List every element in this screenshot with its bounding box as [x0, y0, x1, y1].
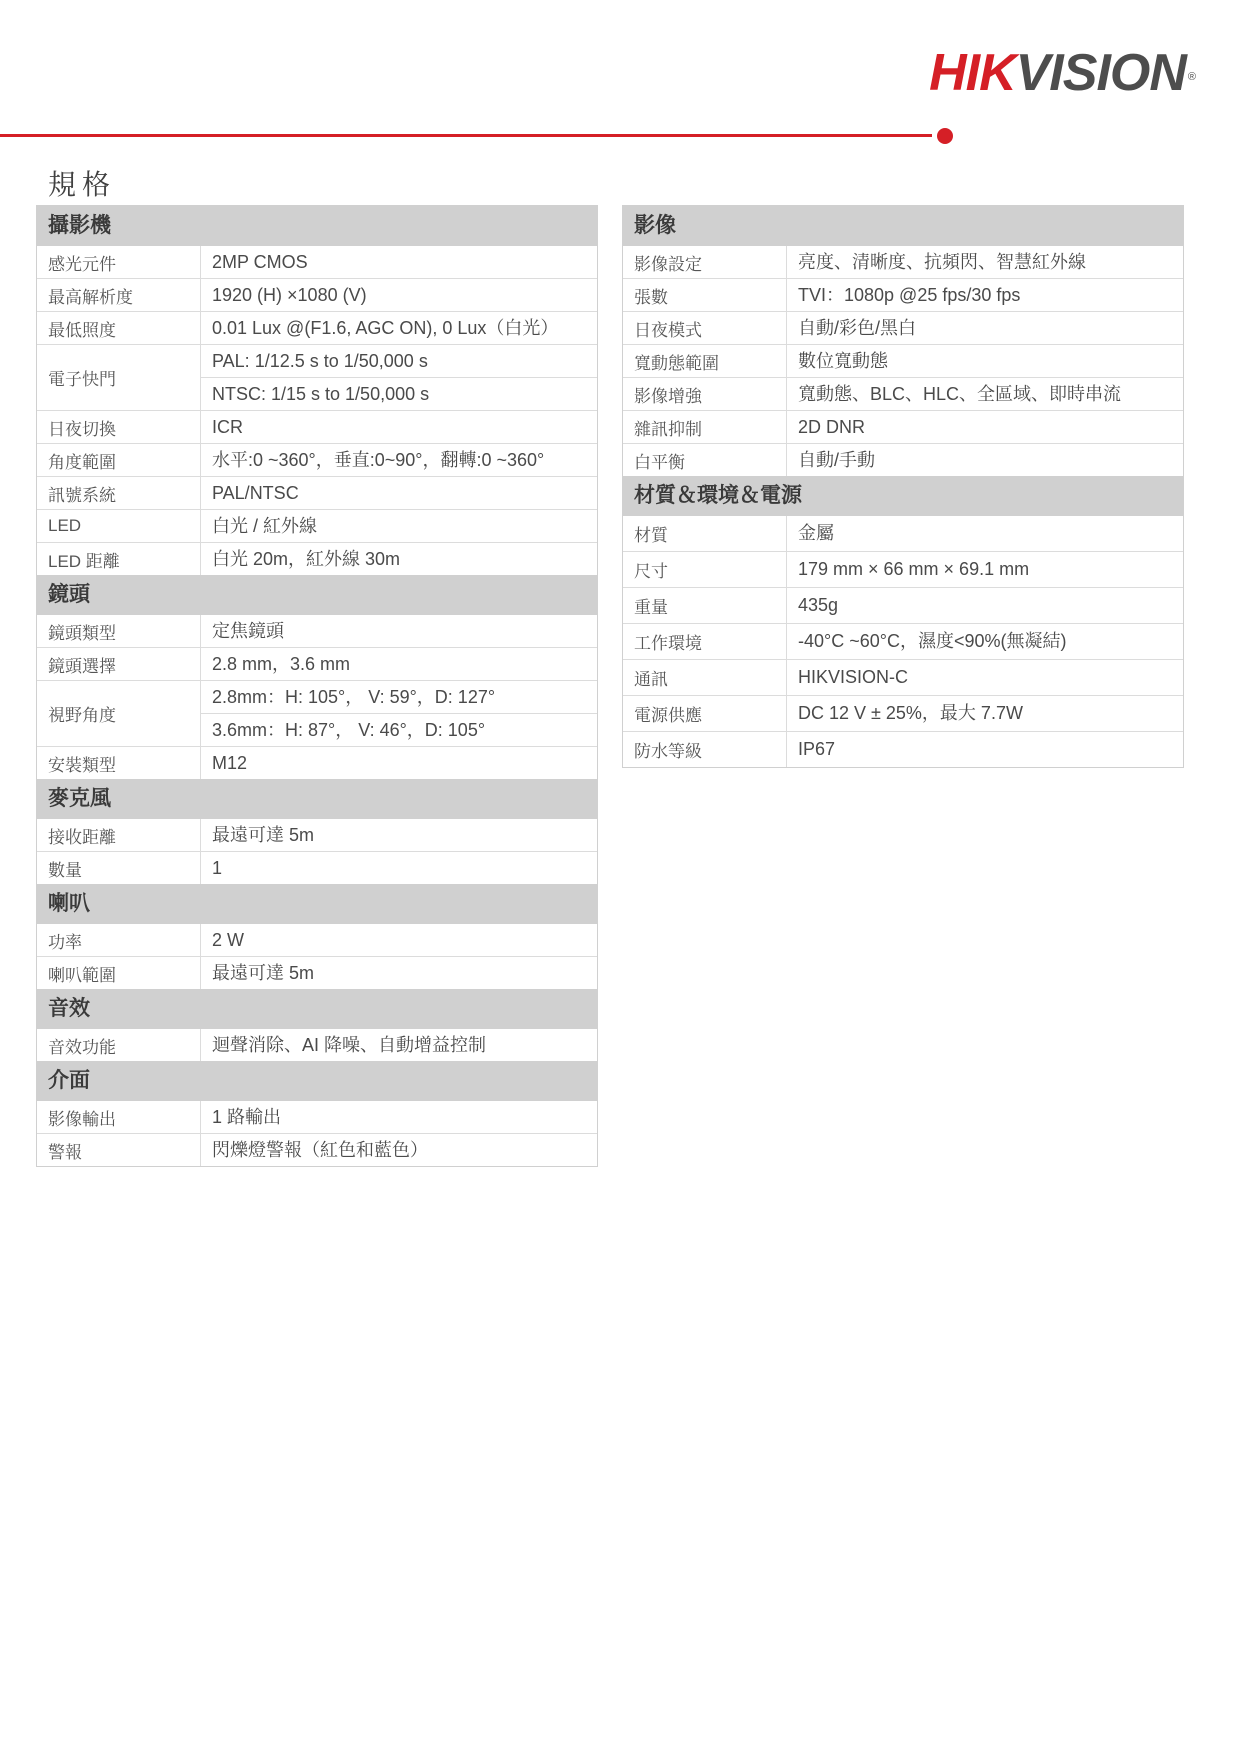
spec-value-line: NTSC: 1/15 s to 1/50,000 s — [201, 377, 597, 410]
spec-value-line: 435g — [798, 595, 839, 615]
spec-row — [37, 819, 597, 851]
spec-value — [201, 543, 597, 575]
spec-value-line: 自動/彩色/黑白 — [798, 318, 917, 338]
spec-label: LED — [37, 510, 201, 542]
spec-row — [623, 443, 1183, 476]
spec-label: 安裝類型 — [37, 747, 201, 779]
spec-value — [201, 1134, 597, 1166]
spec-label: 尺寸 — [623, 552, 787, 587]
spec-label: 角度範圍 — [37, 444, 201, 476]
section-header: 影像 — [623, 206, 1183, 246]
spec-value-line: 0.01 Lux @(F1.6, AGC ON), 0 Lux（白光） — [212, 318, 559, 338]
spec-value-line: 179 mm × 66 mm × 69.1 mm — [798, 559, 1030, 579]
spec-value — [201, 510, 597, 542]
spec-value — [787, 378, 1183, 410]
spec-row — [623, 410, 1183, 443]
spec-value — [787, 444, 1183, 476]
spec-label: 雜訊抑制 — [623, 411, 787, 443]
spec-label: 張數 — [623, 279, 787, 311]
spec-value-line: M12 — [212, 753, 248, 773]
spec-value — [201, 345, 597, 410]
spec-label: 防水等級 — [623, 732, 787, 767]
spec-table-left — [36, 205, 598, 1167]
spec-label: 影像輸出 — [37, 1101, 201, 1133]
spec-row — [37, 851, 597, 884]
spec-table-right — [622, 205, 1184, 768]
spec-value-line: 亮度、清晰度、抗頻閃、智慧紅外線 — [798, 252, 1086, 272]
spec-label: 通訊 — [623, 660, 787, 695]
spec-value — [201, 615, 597, 647]
spec-label: 數量 — [37, 852, 201, 884]
spec-value — [201, 312, 597, 344]
spec-value — [787, 732, 1183, 767]
header-red-rule — [0, 134, 932, 137]
spec-value-line: ICR — [212, 417, 243, 437]
section-header: 麥克風 — [37, 779, 597, 819]
spec-label: 訊號系統 — [37, 477, 201, 509]
spec-value — [201, 648, 597, 680]
spec-label: 影像增強 — [623, 378, 787, 410]
spec-row — [623, 551, 1183, 587]
spec-value-line: -40°C ~60°C，濕度<90%(無凝結) — [798, 631, 1067, 651]
spec-value-line: 自動/手動 — [798, 450, 876, 470]
spec-row — [37, 647, 597, 680]
spec-label: 鏡頭類型 — [37, 615, 201, 647]
spec-label: 最高解析度 — [37, 279, 201, 311]
spec-row — [37, 246, 597, 278]
spec-row — [37, 278, 597, 311]
spec-value — [201, 1101, 597, 1133]
spec-row — [623, 659, 1183, 695]
spec-value-line: 水平:0 ~360°，垂直:0~90°，翻轉:0 ~360° — [212, 450, 545, 470]
spec-value-line: 1 — [212, 858, 223, 878]
hikvision-logo — [929, 44, 1195, 102]
spec-value-line: DC 12 V ± 25%，最大 7.7W — [798, 703, 1023, 723]
spec-label: 鏡頭選擇 — [37, 648, 201, 680]
spec-row — [623, 623, 1183, 659]
logo-text-gray: VISION — [1015, 44, 1186, 102]
spec-value — [787, 312, 1183, 344]
spec-value-line: 1 路輸出 — [212, 1107, 282, 1127]
spec-value-line: 金屬 — [798, 523, 834, 543]
section-header: 介面 — [37, 1061, 597, 1101]
spec-value-line: 3.6mm：H: 87°， V: 46°，D: 105° — [201, 713, 597, 746]
spec-label: 寬動態範圍 — [623, 345, 787, 377]
spec-label: 影像設定 — [623, 246, 787, 278]
spec-value-line: 數位寬動態 — [798, 351, 888, 371]
spec-value-line: 白光 20m，紅外線 30m — [212, 549, 401, 569]
spec-row — [623, 695, 1183, 731]
spec-value-line: 寬動態、BLC、HLC、全區域、即時串流 — [798, 384, 1122, 404]
spec-label: 接收距離 — [37, 819, 201, 851]
spec-value — [201, 681, 597, 746]
spec-row — [37, 410, 597, 443]
spec-value-line: 1920 (H) ×1080 (V) — [212, 285, 367, 305]
spec-row — [37, 542, 597, 575]
spec-value-line: PAL/NTSC — [212, 483, 299, 503]
spec-row — [623, 587, 1183, 623]
spec-value — [787, 624, 1183, 659]
spec-value — [201, 1029, 597, 1061]
spec-value — [787, 279, 1183, 311]
section-header: 音效 — [37, 989, 597, 1029]
spec-label: 電源供應 — [623, 696, 787, 731]
spec-value-line: 最遠可達 5m — [212, 825, 315, 845]
spec-value — [201, 477, 597, 509]
spec-value-line: 2D DNR — [798, 417, 866, 437]
spec-row — [37, 344, 597, 410]
spec-label: LED 距離 — [37, 543, 201, 575]
spec-value-line: 最遠可達 5m — [212, 963, 315, 983]
spec-label: 音效功能 — [37, 1029, 201, 1061]
spec-row — [623, 344, 1183, 377]
spec-row — [37, 1029, 597, 1061]
spec-label: 工作環境 — [623, 624, 787, 659]
spec-value — [201, 924, 597, 956]
spec-label: 警報 — [37, 1134, 201, 1166]
spec-value — [201, 246, 597, 278]
spec-label: 功率 — [37, 924, 201, 956]
spec-row — [37, 476, 597, 509]
spec-row — [623, 377, 1183, 410]
spec-value-line: TVI：1080p @25 fps/30 fps — [798, 285, 1021, 305]
spec-value — [787, 246, 1183, 278]
spec-row — [623, 311, 1183, 344]
spec-row — [37, 746, 597, 779]
spec-value — [201, 852, 597, 884]
spec-row — [623, 516, 1183, 551]
spec-value — [201, 819, 597, 851]
spec-value-line: PAL: 1/12.5 s to 1/50,000 s — [212, 351, 428, 371]
spec-row — [623, 246, 1183, 278]
spec-value — [201, 957, 597, 989]
spec-value — [787, 552, 1183, 587]
registered-mark: ® — [1187, 71, 1195, 83]
logo-text-red: HIK — [929, 44, 1016, 102]
spec-row — [37, 615, 597, 647]
spec-label: 視野角度 — [37, 681, 201, 746]
spec-row — [37, 443, 597, 476]
spec-value — [201, 444, 597, 476]
spec-row — [623, 278, 1183, 311]
spec-row — [37, 680, 597, 746]
spec-label: 電子快門 — [37, 345, 201, 410]
spec-row — [37, 311, 597, 344]
spec-row — [37, 1101, 597, 1133]
spec-value-line: 迴聲消除、AI 降噪、自動增益控制 — [212, 1035, 487, 1055]
spec-value-line: 閃爍燈警報（紅色和藍色） — [212, 1140, 428, 1160]
spec-row — [623, 731, 1183, 767]
spec-value — [787, 516, 1183, 551]
spec-row — [37, 924, 597, 956]
spec-value-line: 2 W — [212, 930, 245, 950]
spec-value-line: 2MP CMOS — [212, 252, 308, 272]
spec-value-line: 定焦鏡頭 — [212, 621, 284, 641]
section-header: 喇叭 — [37, 884, 597, 924]
spec-value-line: HIKVISION-C — [798, 667, 909, 687]
spec-value — [201, 411, 597, 443]
spec-value — [201, 279, 597, 311]
spec-label: 喇叭範圍 — [37, 957, 201, 989]
spec-value — [787, 696, 1183, 731]
spec-value-line: 2.8mm：H: 105°， V: 59°，D: 127° — [212, 687, 496, 707]
spec-value-line: 2.8 mm，3.6 mm — [212, 654, 351, 674]
spec-label: 白平衡 — [623, 444, 787, 476]
spec-value-line: IP67 — [798, 739, 836, 759]
section-header: 材質＆環境＆電源 — [623, 476, 1183, 516]
header-red-dot — [937, 128, 953, 144]
page-title: 規格 — [48, 169, 117, 200]
spec-row — [37, 1133, 597, 1166]
spec-label: 日夜模式 — [623, 312, 787, 344]
spec-value-line: 白光 / 紅外線 — [212, 516, 318, 536]
spec-row — [37, 956, 597, 989]
spec-value — [201, 747, 597, 779]
spec-row — [37, 509, 597, 542]
spec-label: 日夜切換 — [37, 411, 201, 443]
spec-label: 材質 — [623, 516, 787, 551]
spec-label: 最低照度 — [37, 312, 201, 344]
spec-label: 感光元件 — [37, 246, 201, 278]
spec-value — [787, 345, 1183, 377]
section-header: 鏡頭 — [37, 575, 597, 615]
spec-value — [787, 411, 1183, 443]
section-header: 攝影機 — [37, 206, 597, 246]
spec-value — [787, 588, 1183, 623]
spec-label: 重量 — [623, 588, 787, 623]
spec-value — [787, 660, 1183, 695]
